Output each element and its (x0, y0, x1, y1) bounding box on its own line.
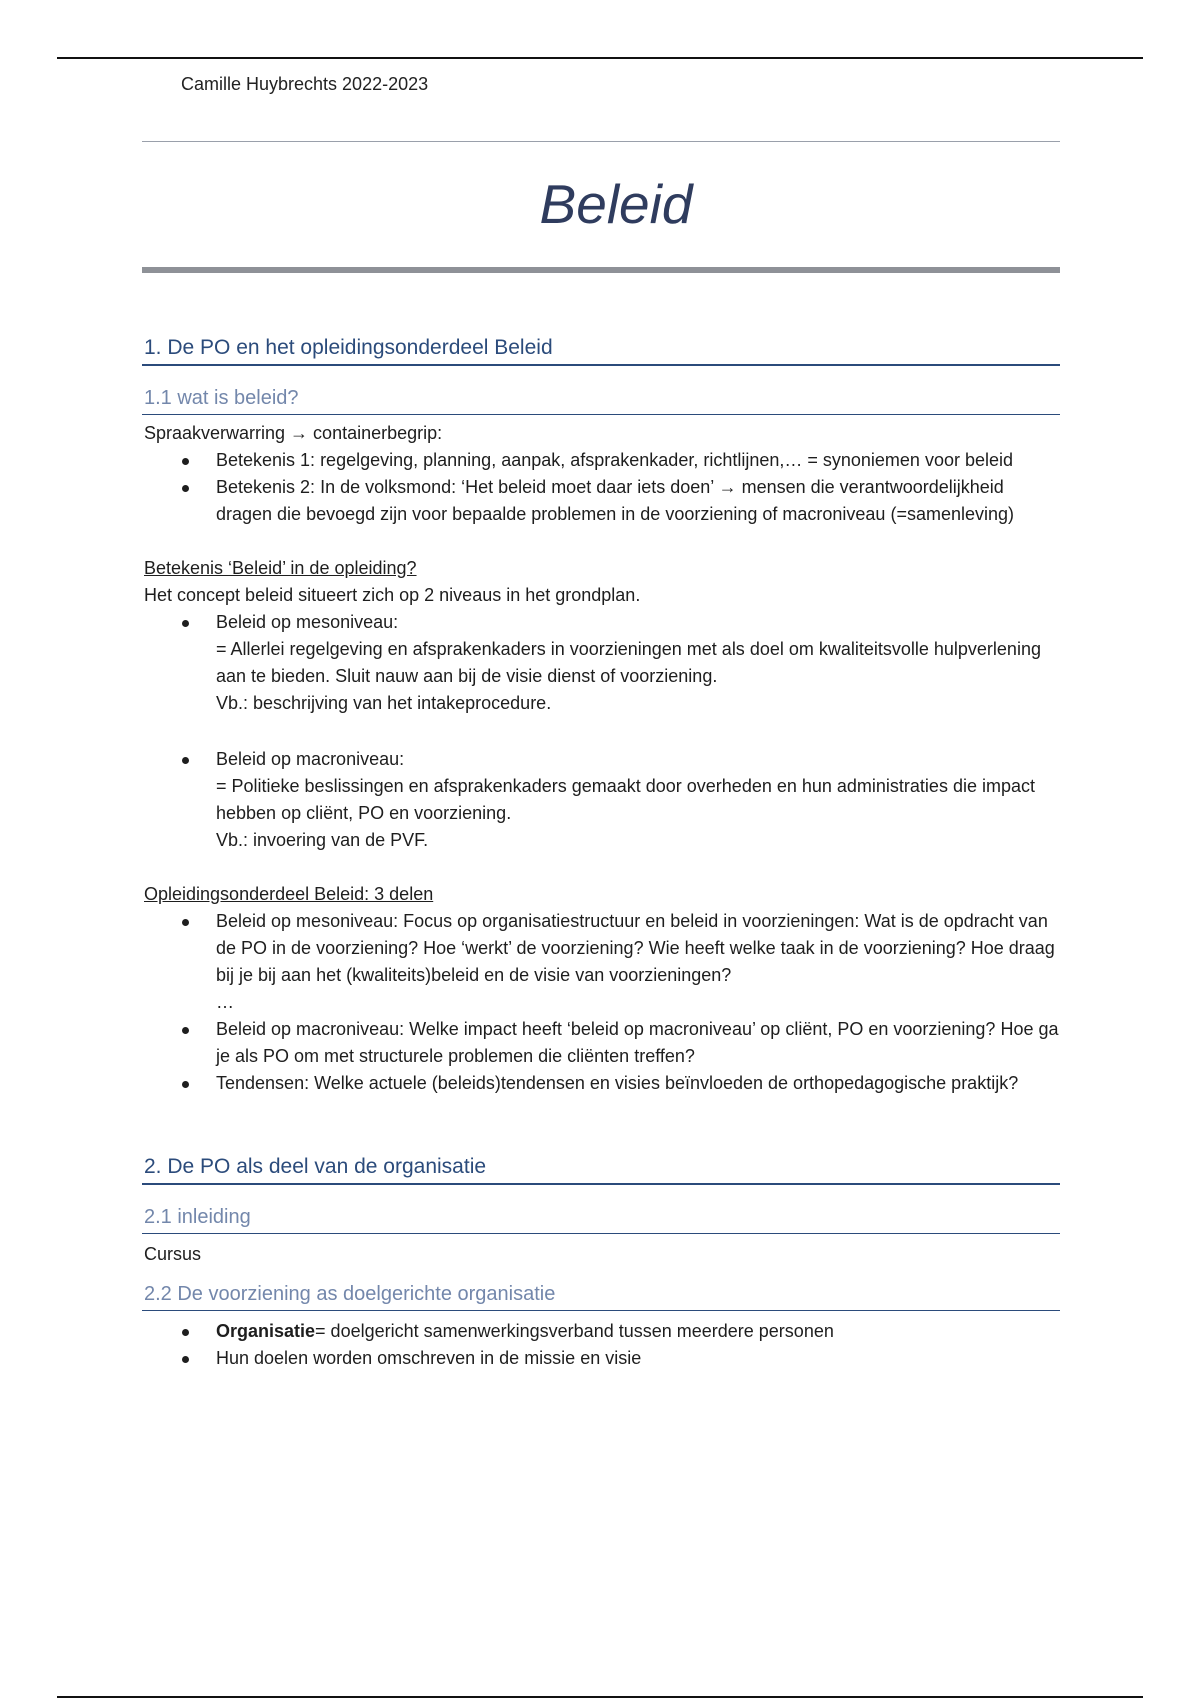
section-2-2-list (142, 1318, 1060, 1372)
document-title: Beleid (539, 173, 693, 235)
meaning-intro: Het concept beleid situeert zich op 2 niveaus in het grondplan. (144, 585, 641, 605)
section-2-2-heading: 2.2 De voorziening as doelgerichte organisatie (142, 1283, 1060, 1311)
document-body (142, 141, 1060, 1372)
macro-definition: = Politieke beslissingen en afsprakenkaders gemaakt door overheden en hun administraties die impact hebben op cliënt, PO en voorziening. (216, 776, 1035, 823)
list-item-meso (216, 609, 1060, 717)
list-item: Betekenis 2: In de volksmond: ‘Het beleid moet daar iets doen’ → mensen die verantwoordelijkheid dragen die bevoegd zijn voor bepaalde problemen in de voorziening of macroniveau (=samenleving) (216, 474, 1060, 528)
list-item: Tendensen: Welke actuele (beleids)tendensen en visies beïnvloeden de orthopedagogische praktijk? (216, 1070, 1060, 1097)
meaning-heading: Betekenis ‘Beleid’ in de opleiding? (144, 558, 417, 578)
meso-definition: = Allerlei regelgeving en afsprakenkaders in voorzieningen met als doel om kwaliteitsvolle hulpverlening aan te bieden. Sluit nauw aan bij de visie dienst of voorziening. (216, 639, 1041, 686)
meso-example: Vb.: beschrijving van het intakeprocedure. (216, 693, 552, 713)
section-1-1-list (142, 447, 1060, 528)
macro-example: Vb.: invoering van de PVF. (216, 830, 429, 850)
meso-label: Beleid op mesoniveau: (216, 612, 399, 632)
list-item: Betekenis 1: regelgeving, planning, aanpak, afsprakenkader, richtlijnen,… = synoniemen voor beleid (216, 447, 1060, 474)
section-1-heading: 1. De PO en het opleidingsonderdeel Beleid (142, 336, 1060, 366)
title-rule-bottom (142, 267, 1060, 273)
parts-item-ellipsis: … (216, 992, 234, 1012)
parts-heading: Opleidingsonderdeel Beleid: 3 delen (144, 884, 434, 904)
list-item: Hun doelen worden omschreven in de missie en visie (216, 1345, 1060, 1372)
parts-list (142, 908, 1060, 1097)
section-2-1-text: Cursus (144, 1244, 202, 1264)
list-item-macro (216, 746, 1060, 854)
section-2-1-heading: 2.1 inleiding (142, 1206, 1060, 1234)
term-organisatie: Organisatie (216, 1321, 316, 1341)
meaning-list (142, 609, 1060, 854)
section-1-1-intro: Spraakverwarring → containerbegrip: (144, 423, 443, 443)
list-item (216, 908, 1060, 1016)
list-item: Beleid op macroniveau: Welke impact heeft ‘beleid op macroniveau’ op cliënt, PO en voorziening? Hoe ga je als PO om met structurele problemen die cliënten treffen? (216, 1016, 1060, 1070)
section-1-1-heading: 1.1 wat is beleid? (142, 387, 1060, 415)
macro-label: Beleid op macroniveau: (216, 749, 405, 769)
top-rule (57, 57, 1143, 59)
bottom-rule (57, 1696, 1143, 1698)
header-author-year: Camille Huybrechts 2022-2023 (181, 74, 429, 94)
list-item (216, 1318, 1060, 1345)
parts-item-meso: Beleid op mesoniveau: Focus op organisatiestructuur en beleid in voorzieningen: Wat is de opdracht van de PO in de voorziening? Hoe ‘werkt’ de voorziening? Wie heeft welke taak in de voorziening? Hoe draag bij je bij aan het (kwaliteits)beleid en de visie van voorzieningen? (216, 911, 1055, 985)
section-2-heading: 2. De PO als deel van de organisatie (142, 1155, 1060, 1185)
term-definition: = doelgericht samenwerkingsverband tussen meerdere personen (315, 1321, 834, 1341)
